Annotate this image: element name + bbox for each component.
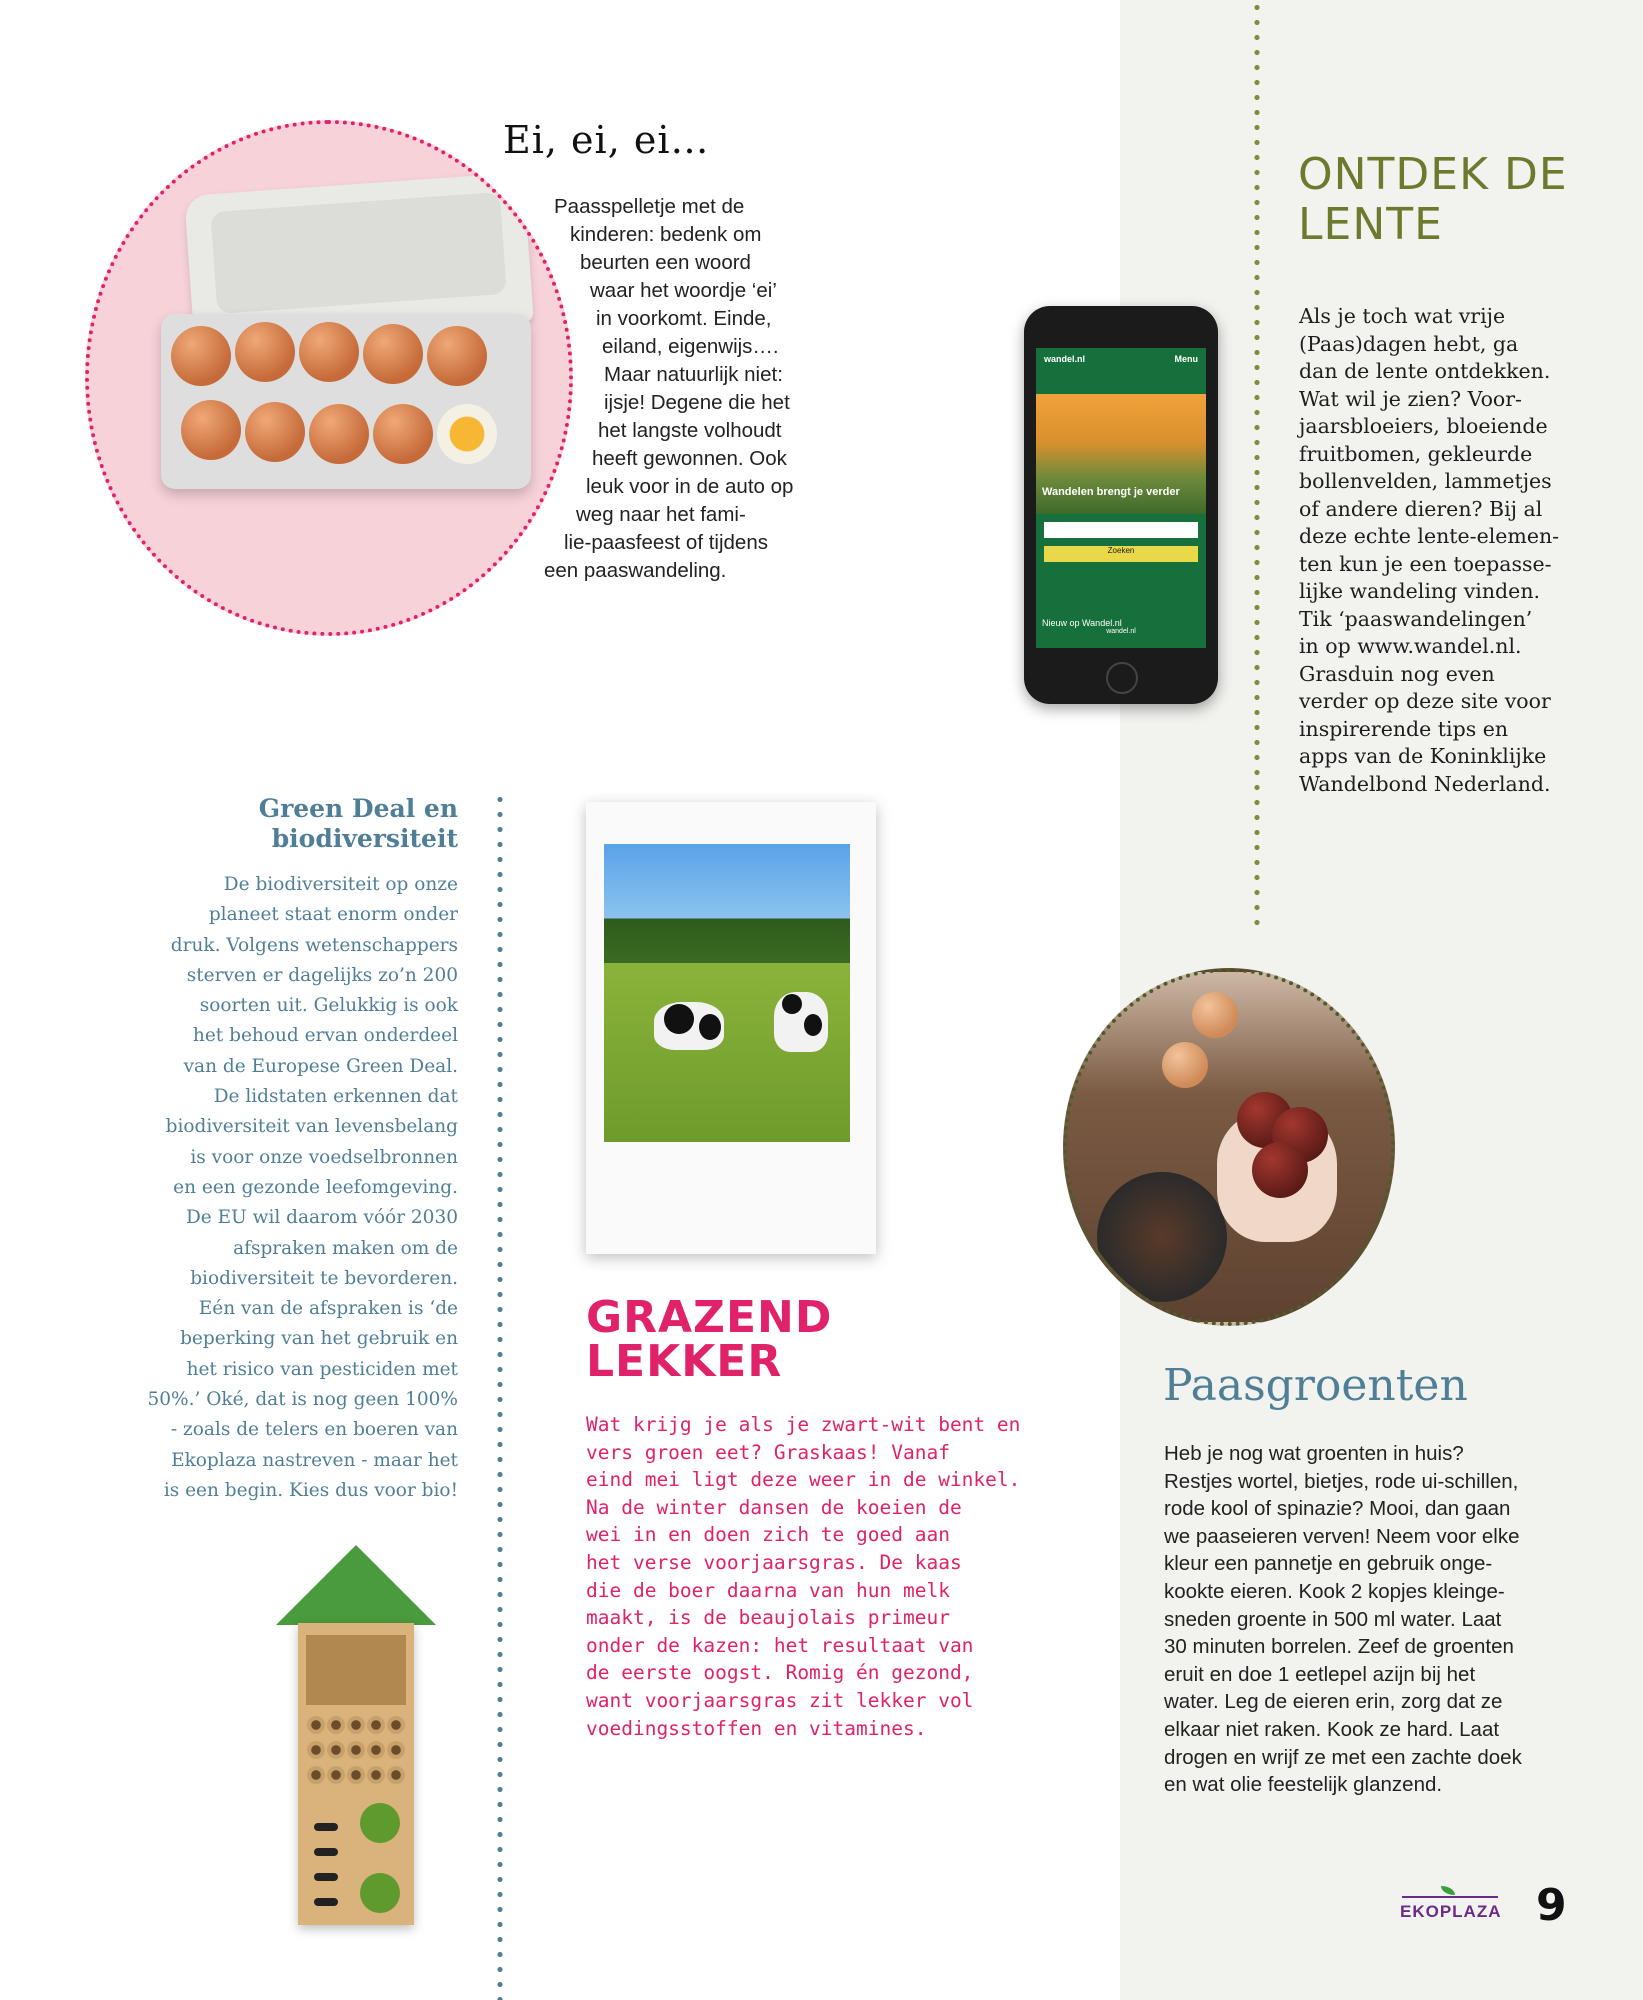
grazend-line: wei in en doen zich te goed aan (586, 1523, 950, 1547)
ontdek-line: fruitbomen, gekleurde (1299, 441, 1533, 466)
paas-line: eruit en doe 1 eetlepel azijn bij het (1164, 1662, 1476, 1686)
grazend-line: want voorjaarsgras zit lekker vol (586, 1688, 974, 1712)
eggs-line: beurten een woord (580, 251, 751, 274)
greendeal-line: Eén van de afspraken is ‘de (198, 1298, 458, 1320)
ontdek-line: of andere dieren? Bij al (1299, 496, 1543, 521)
phone-search-button: Zoeken (1044, 546, 1198, 562)
grazend-line: onder de kazen: het resultaat van (586, 1633, 974, 1657)
greendeal-line: 50%.’ Oké, dat is nog geen 100% (147, 1389, 458, 1411)
ontdek-line: inspirerende tips en (1299, 716, 1509, 741)
eggs-line: het langste volhoudt (598, 419, 782, 442)
ontdek-line: verder op deze site voor (1299, 689, 1551, 713)
greendeal-title: Green Deal en biodiversiteit (258, 794, 458, 853)
phone-footer: Nieuw op Wandel.nl wandel.nl (1036, 614, 1206, 648)
paas-line: Restjes wortel, bietjes, rode ui-schillen, (1164, 1469, 1519, 1493)
paas-body (1164, 1440, 1584, 1799)
grazend-title: GRAZEND LEKKER (586, 1292, 833, 1387)
greendeal-line: De EU wil daarom vóór 2030 (185, 1207, 458, 1229)
eggs-line: heeft gewonnen. Ook (592, 447, 787, 470)
paas-line: sneden groente in 500 ml water. Laat (1164, 1607, 1502, 1631)
greendeal-line: soorten uit. Gelukkig is ook (199, 995, 458, 1017)
paas-line: 30 minuten borrelen. Zeef de groenten (1164, 1635, 1514, 1659)
grazend-body (586, 1411, 1066, 1742)
cows-polaroid-photo (586, 802, 876, 1254)
eggs-title: Ei, ei, ei… (503, 118, 710, 162)
paas-line: en wat olie feestelijk glanzend. (1164, 1773, 1443, 1797)
ontdek-line: Wat wil je zien? Voor- (1299, 386, 1522, 411)
ontdek-line: Als je toch wat vrije (1299, 304, 1506, 328)
greendeal-line: en een gezonde leefomgeving. (173, 1176, 458, 1198)
grazend-line: het verse voorjaarsgras. De kaas (586, 1550, 962, 1574)
paas-line: rode kool of spinazie? Mooi, dan gaan (1164, 1497, 1511, 1521)
greendeal-line: van de Europese Green Deal. (183, 1055, 458, 1077)
phone-screen (1036, 348, 1206, 648)
phone-menu: Menu (1174, 354, 1198, 364)
grazend-line: vers groen eet? Graskaas! Vanaf (586, 1440, 950, 1464)
paas-line: kookte eieren. Kook 2 kopjes kleinge- (1164, 1579, 1505, 1603)
greendeal-line: het behoud ervan onderdeel (192, 1025, 458, 1047)
greendeal-line: het risico van pesticiden met (186, 1358, 458, 1380)
ontdek-line: in op www.wandel.nl. (1299, 634, 1522, 658)
ontdek-line: Tik ‘paaswandelingen’ (1299, 606, 1533, 631)
grazend-line: die de boer daarna van hun melk (586, 1578, 950, 1602)
ontdek-line: lijke wandeling vinden. (1299, 579, 1541, 603)
cows-in-meadow (604, 844, 850, 1142)
smartphone-photo (1024, 306, 1218, 704)
carton-base (161, 314, 531, 489)
phone-header (1036, 348, 1206, 394)
grazend-line: Wat krijg je als je zwart-wit bent en (586, 1413, 1021, 1436)
eggs-line: Maar natuurlijk niet: (604, 363, 783, 386)
page-number: 9 (1536, 1880, 1567, 1931)
ontdek-title: ONTDEK DE LENTE (1298, 149, 1568, 250)
paas-line: kleur een pannetje en gebruik onge- (1164, 1552, 1493, 1576)
eggs-line: ijsje! Degene die het (604, 391, 790, 414)
eggs-line: weg naar het fami- (576, 503, 746, 526)
greendeal-line: beperking van het gebruik en (180, 1328, 458, 1350)
greendeal-line: De biodiversiteit op onze (223, 874, 458, 895)
eggs-line: lie-paasfeest of tijdens (564, 531, 768, 554)
greendeal-line: planeet staat enorm onder (208, 904, 458, 926)
logo-rule (1402, 1896, 1498, 1898)
green-dotted-divider (1253, 0, 1261, 930)
eggs-line: Paasspelletje met de (554, 195, 745, 218)
phone-brand: wandel.nl (1044, 354, 1086, 364)
greendeal-line: biodiversiteit te bevorderen. (190, 1267, 458, 1289)
eggs-line: kinderen: bedenk om (570, 223, 762, 246)
ontdek-line: (Paas)dagen hebt, ga (1299, 331, 1519, 356)
grazend-line: eind mei ligt deze weer in de winkel. (586, 1468, 1021, 1492)
greendeal-line: Ekoplaza nastreven - maar het (171, 1449, 458, 1471)
greendeal-body (100, 870, 458, 1506)
eggs-line: waar het woordje ‘ei’ (590, 279, 777, 302)
ontdek-line: apps van de Koninklijke (1299, 744, 1547, 768)
eggs-line: een paaswandeling. (544, 559, 727, 582)
insect-hotel-photo (276, 1545, 436, 1925)
eggs-line: leuk voor in de auto op (586, 475, 794, 498)
ontdek-line: Grasduin nog even (1299, 661, 1495, 686)
blue-dotted-divider (496, 792, 504, 2000)
ontdek-line: bollenvelden, lammetjes (1299, 469, 1552, 493)
greendeal-line: biodiversiteit van levensbelang (165, 1116, 458, 1138)
paas-line: drogen en wrijf ze met een zachte doek (1164, 1745, 1522, 1769)
paas-line: elkaar niet raken. Kook ze hard. Laat (1164, 1717, 1500, 1741)
greendeal-line: - zoals de telers en boeren van (170, 1419, 458, 1441)
ekoplaza-logo: EKOPLAZA (1400, 1902, 1502, 1921)
phone-search (1036, 514, 1206, 614)
ontdek-line: jaarsbloeiers, bloeiende (1299, 414, 1548, 438)
grazend-line: Na de winter dansen de koeien de (586, 1495, 962, 1519)
paas-line: Heb je nog wat groenten in huis? (1164, 1442, 1464, 1465)
ontdek-line: dan de lente ontdekken. (1299, 359, 1551, 383)
ontdek-line: Wandelbond Nederland. (1299, 771, 1551, 796)
ontdek-line: ten kun je een toepasse- (1299, 551, 1552, 576)
grazend-line: voedingsstoffen en vitamines. (586, 1716, 927, 1740)
ontdek-body (1299, 303, 1629, 798)
greendeal-line: druk. Volgens wetenschappers (170, 934, 458, 956)
egg-carton-photo (85, 120, 573, 636)
grazend-line: maakt, is de beaujolais primeur (586, 1606, 950, 1630)
paas-title: Paasgroenten (1163, 1360, 1468, 1411)
easter-eggs-hands-photo (1063, 968, 1395, 1326)
phone-search-input (1044, 522, 1198, 538)
eggs-line: in voorkomt. Einde, (596, 307, 772, 330)
phone-home-button (1106, 662, 1138, 694)
greendeal-line: is voor onze voedselbronnen (190, 1146, 458, 1168)
eggs-body (540, 193, 860, 585)
eggs-line: eiland, eigenwijs…. (602, 335, 779, 358)
paas-line: water. Leg de eieren erin, zorg dat ze (1164, 1690, 1503, 1714)
ontdek-line: deze echte lente-elemen- (1299, 524, 1560, 548)
paas-line: we paaseieren verven! Neem voor elke (1164, 1524, 1520, 1548)
greendeal-line: De lidstaten erkennen dat (213, 1086, 458, 1108)
phone-hero: Wandelen brengt je verder (1036, 394, 1206, 514)
grazend-line: de eerste oogst. Romig én gezond, (586, 1661, 974, 1685)
greendeal-line: afspraken maken om de (233, 1237, 458, 1259)
greendeal-line: sterven er dagelijks zo’n 200 (186, 964, 458, 986)
greendeal-line: is een begin. Kies dus voor bio! (163, 1479, 458, 1501)
